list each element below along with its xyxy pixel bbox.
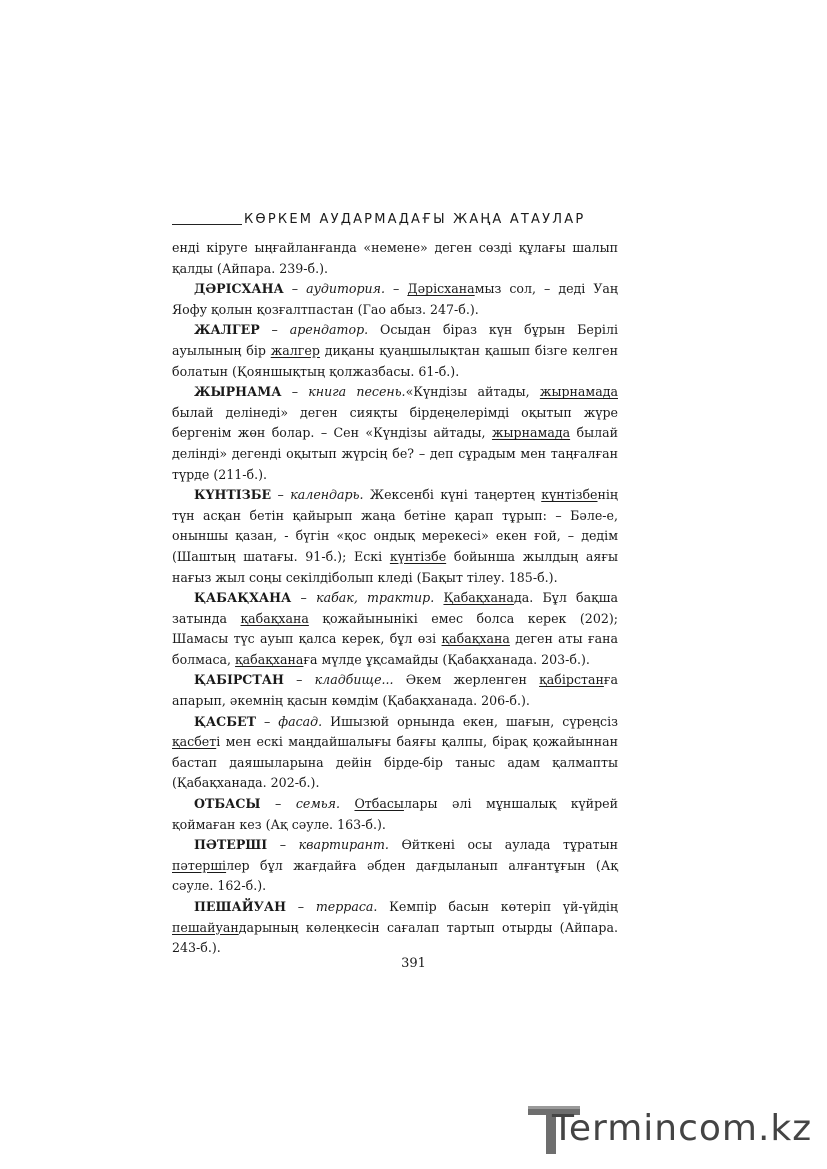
headword: ҚАСБЕТ — [194, 713, 256, 729]
text: Өйткені осы аулада тұратын — [388, 837, 618, 853]
translation: арендатор. — [289, 322, 369, 338]
dash: – — [283, 672, 315, 688]
dictionary-body — [172, 238, 618, 959]
text: диқаны қуаңшылықтан қашып бізге келген болатын (Қояншықтың қолжазбасы. 61-б.). — [172, 342, 618, 379]
text: дарының көлеңкесін сағалап тартып отырды (Айпара. 243-б.). — [172, 919, 618, 956]
underlined-term: пәтерші — [172, 857, 227, 873]
text: Кемпір басын көтеріп үй-үйдің — [377, 899, 618, 914]
underlined-term: қабақхана — [240, 610, 309, 626]
intro-paragraph: енді кіруге ыңғайланғанда «немене» деген сөзді құлағы шалып қалды (Айпара. 239-б.). — [172, 240, 618, 276]
dash: – — [283, 281, 307, 297]
underlined-term: қабірстан — [539, 672, 604, 688]
text: былай делінеді» деген сияқты бірдеңелерімді оқытып жүре бергенім жөн болар. – Сен «Күндізы айтады, — [172, 404, 618, 441]
entry-zhalger — [172, 320, 618, 382]
header-rule — [172, 224, 242, 225]
text: ға апарып, әкемнің қасын көмдім (Қабақханада. 206-б.). — [172, 672, 618, 709]
headword: ПЕШАЙУАН — [194, 899, 286, 914]
underlined-term: Қабақхана — [443, 590, 514, 606]
entry-kuntizbe — [172, 485, 618, 588]
text: – — [385, 281, 408, 297]
underlined-term: жырнамада — [491, 425, 571, 441]
translation: кабак, трактир. — [316, 590, 435, 606]
entry-patershi — [172, 835, 618, 897]
underlined-term: күнтізбе — [541, 487, 598, 503]
headword: ЖАЛГЕР — [194, 322, 260, 338]
headword: ҚАБАҚХАНА — [194, 590, 292, 606]
underlined-term: Отбасы — [354, 796, 404, 812]
entry-kasbet — [172, 712, 618, 794]
entry-otbasy — [172, 794, 618, 835]
translation: фасад. — [278, 713, 323, 729]
entry-peshaiuan — [172, 897, 618, 959]
running-header — [172, 212, 617, 227]
logo-text: Termincom.kz — [552, 1108, 813, 1149]
dash: – — [255, 713, 279, 729]
entry-kabirstan — [172, 670, 618, 711]
dash: – — [267, 837, 299, 853]
text: қожайынынікі емес болса керек (202); Шамасы түс ауып қалса керек, бұл өзі — [172, 610, 618, 647]
underlined-term: қабақхана — [235, 651, 304, 667]
entry-darishana — [172, 279, 618, 320]
underlined-term: қасбет — [172, 734, 217, 750]
text: бойынша жылдың аяғы нағыз жыл соңы секілдіболып кледі (Бақыт тілеу. 185-б.). — [172, 548, 618, 585]
text: ға мүлде ұқсамайды (Қабақханада. 203-б.). — [303, 651, 590, 667]
page-number: 391 — [401, 956, 426, 971]
translation: квартирант. — [298, 837, 389, 853]
translation: терраса. — [315, 899, 378, 914]
text: лары әлі мұншалық күйрей қоймаған кез (Ақ сәуле. 163-б.). — [172, 796, 618, 832]
underlined-term: пешайуан — [172, 919, 239, 935]
underlined-term: Дәрісхана — [407, 281, 475, 297]
dash: – — [259, 322, 290, 338]
underlined-term: жырнамада — [539, 384, 618, 400]
headword: ПӘТЕРШІ — [194, 837, 268, 853]
header-title: КӨРКЕМ АУДАРМАДАҒЫ ЖАҢА АТАУЛАР — [244, 212, 586, 227]
translation: календарь. — [290, 487, 364, 503]
translation: аудитория. — [306, 281, 386, 297]
text: «Күндізы айтады, — [405, 384, 540, 400]
dash: – — [291, 590, 317, 606]
underlined-term: жалгер — [270, 342, 320, 358]
watermark-logo — [524, 1100, 824, 1160]
text: Жексенбі күні таңертең — [363, 487, 542, 503]
headword: КҮНТІЗБЕ — [194, 487, 272, 503]
text: і мен ескі маңдайшалығы баяғы қалпы, бірақ қожайыннан бастап даяшыларына дейін бірде-бір таныс адам қалмапты (Қабақханада. 202-б.). — [172, 734, 618, 791]
translation: семья. — [295, 796, 340, 812]
dash: – — [281, 384, 309, 400]
text: деген аты ғана болмаса, — [172, 631, 619, 667]
entry-zhyrnama — [172, 382, 618, 485]
underlined-term: қабақхана — [441, 631, 510, 647]
text: Әкем жерленген — [393, 672, 540, 688]
text: мыз сол, – деді Уаң Яофу қолын қозғалтпастан (Гао абыз. 247-б.). — [172, 281, 618, 317]
dash: – — [260, 796, 296, 812]
headword: ЖЫРНАМА — [194, 384, 282, 400]
dash: – — [271, 487, 291, 503]
text: былай делінді» дегенді оқытып жүрсің бе? – деп сұрадым мен таңғалған түрде (211-б.). — [172, 425, 618, 482]
text — [340, 796, 355, 811]
translation: кладбище... — [314, 672, 394, 688]
text: да. Бұл бақша затында — [172, 590, 618, 626]
text: Ишызюй орнында екен, шағын, сүреңсіз — [322, 713, 618, 729]
text: нің түн асқан бетін қайырып жаңа бетіне қарап тұрып: – Бәле-е, оныншы қазан, - бүгін «қос ондық мерекесі» екен ғой, – дедім (Шаштың шатағы. 91-б.); Ескі — [172, 487, 618, 564]
dash: – — [286, 899, 316, 914]
text: лер бұл жағдайға әбден дағдыланып алғантұғын (Ақ сәуле. 162-б.). — [172, 857, 618, 894]
headword: ДӘРІСХАНА — [194, 281, 284, 297]
entry-kabakhana — [172, 588, 618, 670]
text: Осыдан біраз күн бұрын Берілі ауылының бір — [172, 322, 618, 358]
headword: ОТБАСЫ — [194, 796, 261, 812]
headword: ҚАБІРСТАН — [194, 672, 284, 688]
translation: книга песень. — [308, 384, 406, 400]
underlined-term: күнтізбе — [389, 548, 447, 564]
